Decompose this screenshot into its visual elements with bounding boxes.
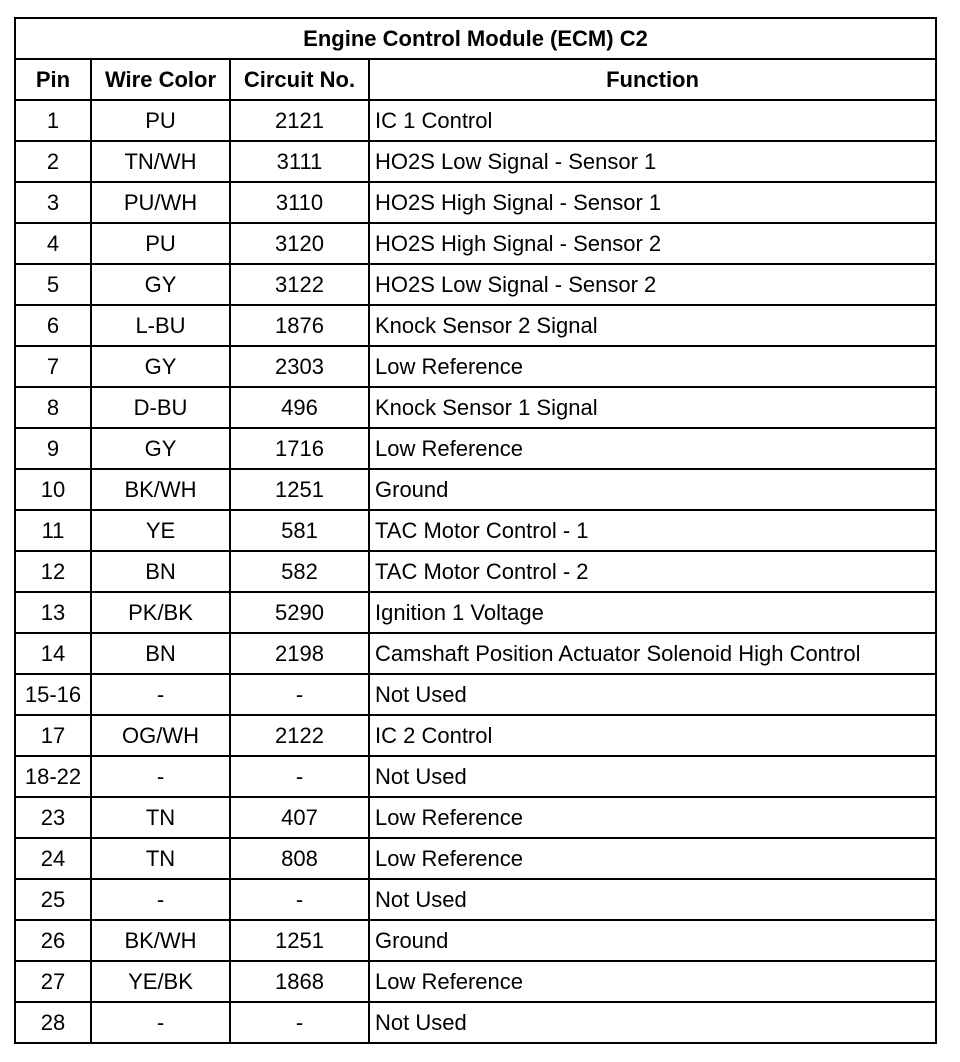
table-row <box>16 757 937 798</box>
wire-color-cell: BN <box>92 552 231 593</box>
circuit-number-cell: 2122 <box>231 716 370 757</box>
pin-cell: 23 <box>16 798 92 839</box>
wire-color-cell: TN <box>92 798 231 839</box>
table-row <box>16 880 937 921</box>
function-cell: Low Reference <box>370 798 937 839</box>
function-cell: Low Reference <box>370 839 937 880</box>
circuit-number-cell: 808 <box>231 839 370 880</box>
pin-cell: 7 <box>16 347 92 388</box>
function-cell: IC 1 Control <box>370 101 937 142</box>
circuit-number-cell: - <box>231 757 370 798</box>
function-cell: Low Reference <box>370 347 937 388</box>
pin-cell: 26 <box>16 921 92 962</box>
ecm-pinout-table <box>14 17 937 1044</box>
circuit-number-cell: 1868 <box>231 962 370 1003</box>
table-row <box>16 675 937 716</box>
table-row <box>16 306 937 347</box>
pin-cell: 1 <box>16 101 92 142</box>
table-row <box>16 511 937 552</box>
wire-color-cell: L-BU <box>92 306 231 347</box>
circuit-number-cell: - <box>231 1003 370 1044</box>
wire-color-cell: BK/WH <box>92 470 231 511</box>
circuit-number-cell: - <box>231 880 370 921</box>
function-cell: Low Reference <box>370 962 937 1003</box>
function-cell: Ground <box>370 470 937 511</box>
function-cell: TAC Motor Control - 2 <box>370 552 937 593</box>
function-cell: Not Used <box>370 1003 937 1044</box>
table-row <box>16 1003 937 1044</box>
pin-cell: 25 <box>16 880 92 921</box>
table-row <box>16 142 937 183</box>
header-wire-color: Wire Color <box>92 60 231 101</box>
function-cell: Not Used <box>370 675 937 716</box>
table-body <box>16 101 937 1044</box>
wire-color-cell: YE <box>92 511 231 552</box>
pin-cell: 6 <box>16 306 92 347</box>
header-pin: Pin <box>16 60 92 101</box>
table-header-row <box>16 60 937 101</box>
pin-cell: 24 <box>16 839 92 880</box>
pin-cell: 9 <box>16 429 92 470</box>
wire-color-cell: TN/WH <box>92 142 231 183</box>
wire-color-cell: - <box>92 757 231 798</box>
function-cell: Camshaft Position Actuator Solenoid High Control <box>370 634 937 675</box>
circuit-number-cell: 581 <box>231 511 370 552</box>
wire-color-cell: - <box>92 675 231 716</box>
function-cell: Not Used <box>370 880 937 921</box>
pin-cell: 27 <box>16 962 92 1003</box>
wire-color-cell: OG/WH <box>92 716 231 757</box>
circuit-number-cell: 1716 <box>231 429 370 470</box>
wire-color-cell: PU <box>92 224 231 265</box>
function-cell: HO2S High Signal - Sensor 2 <box>370 224 937 265</box>
circuit-number-cell: 5290 <box>231 593 370 634</box>
function-cell: Ignition 1 Voltage <box>370 593 937 634</box>
table-row <box>16 470 937 511</box>
circuit-number-cell: 582 <box>231 552 370 593</box>
wire-color-cell: BK/WH <box>92 921 231 962</box>
circuit-number-cell: - <box>231 675 370 716</box>
table-row <box>16 265 937 306</box>
table-row <box>16 634 937 675</box>
function-cell: IC 2 Control <box>370 716 937 757</box>
pin-cell: 14 <box>16 634 92 675</box>
circuit-number-cell: 1251 <box>231 470 370 511</box>
table-row <box>16 962 937 1003</box>
table-row <box>16 552 937 593</box>
circuit-number-cell: 496 <box>231 388 370 429</box>
circuit-number-cell: 3111 <box>231 142 370 183</box>
table-row <box>16 429 937 470</box>
table-title-row <box>16 19 937 60</box>
function-cell: HO2S Low Signal - Sensor 1 <box>370 142 937 183</box>
wire-color-cell: PU/WH <box>92 183 231 224</box>
wire-color-cell: TN <box>92 839 231 880</box>
function-cell: HO2S High Signal - Sensor 1 <box>370 183 937 224</box>
function-cell: Knock Sensor 1 Signal <box>370 388 937 429</box>
table-row <box>16 716 937 757</box>
function-cell: Low Reference <box>370 429 937 470</box>
pin-cell: 12 <box>16 552 92 593</box>
header-circuit-no: Circuit No. <box>231 60 370 101</box>
pin-cell: 11 <box>16 511 92 552</box>
pin-cell: 10 <box>16 470 92 511</box>
function-cell: TAC Motor Control - 1 <box>370 511 937 552</box>
circuit-number-cell: 3122 <box>231 265 370 306</box>
circuit-number-cell: 1251 <box>231 921 370 962</box>
wire-color-cell: - <box>92 880 231 921</box>
pin-cell: 3 <box>16 183 92 224</box>
wire-color-cell: BN <box>92 634 231 675</box>
circuit-number-cell: 1876 <box>231 306 370 347</box>
table-row <box>16 347 937 388</box>
table-row <box>16 388 937 429</box>
table-row <box>16 224 937 265</box>
function-cell: HO2S Low Signal - Sensor 2 <box>370 265 937 306</box>
pin-cell: 4 <box>16 224 92 265</box>
wire-color-cell: GY <box>92 347 231 388</box>
pin-cell: 18-22 <box>16 757 92 798</box>
circuit-number-cell: 2303 <box>231 347 370 388</box>
wire-color-cell: PU <box>92 101 231 142</box>
wire-color-cell: GY <box>92 265 231 306</box>
table-row <box>16 183 937 224</box>
table-row <box>16 839 937 880</box>
header-function: Function <box>370 60 937 101</box>
function-cell: Ground <box>370 921 937 962</box>
circuit-number-cell: 3120 <box>231 224 370 265</box>
circuit-number-cell: 407 <box>231 798 370 839</box>
table-row <box>16 921 937 962</box>
function-cell: Knock Sensor 2 Signal <box>370 306 937 347</box>
pin-cell: 5 <box>16 265 92 306</box>
table-row <box>16 593 937 634</box>
pin-cell: 15-16 <box>16 675 92 716</box>
table-title: Engine Control Module (ECM) C2 <box>16 19 937 60</box>
pin-cell: 28 <box>16 1003 92 1044</box>
circuit-number-cell: 2198 <box>231 634 370 675</box>
wire-color-cell: D-BU <box>92 388 231 429</box>
wire-color-cell: PK/BK <box>92 593 231 634</box>
table-row <box>16 101 937 142</box>
circuit-number-cell: 2121 <box>231 101 370 142</box>
circuit-number-cell: 3110 <box>231 183 370 224</box>
wire-color-cell: GY <box>92 429 231 470</box>
wire-color-cell: - <box>92 1003 231 1044</box>
pin-cell: 2 <box>16 142 92 183</box>
table-row <box>16 798 937 839</box>
function-cell: Not Used <box>370 757 937 798</box>
pin-cell: 13 <box>16 593 92 634</box>
pin-cell: 17 <box>16 716 92 757</box>
pin-cell: 8 <box>16 388 92 429</box>
wire-color-cell: YE/BK <box>92 962 231 1003</box>
